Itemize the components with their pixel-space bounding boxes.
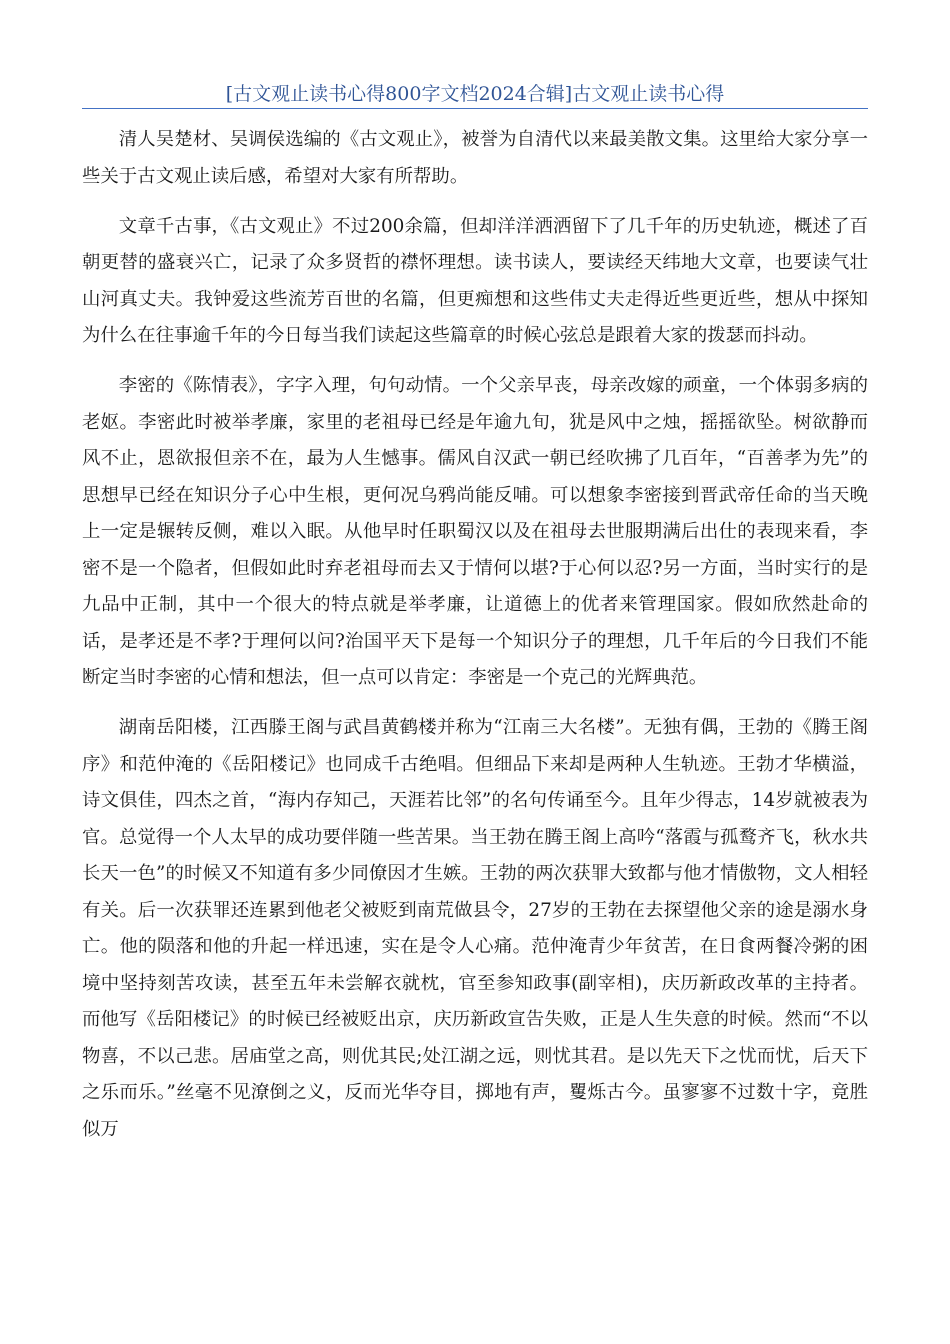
document-body	[82, 122, 868, 1162]
paragraph-intro: 清人吴楚材、吴调侯选编的《古文观止》，被誉为自清代以来最美散文集。这里给大家分享一些关于古文观止读后感，希望对大家有所帮助。	[82, 129, 868, 187]
paragraph-li-mi: 李密的《陈情表》，字字入理，句句动情。一个父亲早丧，母亲改嫁的顽童，一个体弱多病的老妪。李密此时被举孝廉，家里的老祖母已经是年逾九旬，犹是风中之烛，摇摇欲坠。树欲静而风不止，恩欲报但亲不在，最为人生憾事。儒风自汉武一朝已经吹拂了几百年，“百善孝为先”的思想早已经在知识分子心中生根，更何况乌鸦尚能反哺。可以想象李密接到晋武帝任命的当天晚上一定是辗转反侧，难以入眠。从他早时任职蜀汉以及在祖母去世服期满后出仕的表现来看，李密不是一个隐者，但假如此时弃老祖母而去又于情何以堪?于心何以忍?另一方面，当时实行的是九品中正制，其中一个很大的特点就是举孝廉，让道德上的优者来管理国家。假如欣然赴命的话，是孝还是不孝?于理何以问?治国平天下是每一个知识分子的理想，几千年后的今日我们不能断定当时李密的心情和想法，但一点可以肯定：李密是一个克己的光辉典范。	[82, 375, 868, 688]
paragraph-overview: 文章千古事，《古文观止》不过200余篇，但却洋洋洒洒留下了几千年的历史轨迹，概述了百朝更替的盛衰兴亡，记录了众多贤哲的襟怀理想。读书读人，要读经天纬地大文章，也要读气壮山河真丈夫。我钟爱这些流芳百世的名篇，但更痴想和这些伟丈夫走得近些更近些，想从中探知为什么在往事逾千年的今日每当我们读起这些篇章的时候心弦总是跟着大家的拨瑟而抖动。	[82, 215, 868, 346]
header-divider	[82, 108, 868, 109]
page-header-title: [古文观止读书心得800字文档2024合辑]古文观止读书心得	[225, 83, 725, 105]
paragraph-three-towers: 湖南岳阳楼，江西滕王阁与武昌黄鹤楼并称为“江南三大名楼”。无独有偶，王勃的《腾王阁序》和范仲淹的《岳阳楼记》也同成千古绝唱。但细品下来却是两种人生轨迹。王勃才华横溢，诗文俱佳，四杰之首，“海内存知己，天涯若比邻”的名句传诵至今。且年少得志，14岁就被表为官。总觉得一个人太早的成功要伴随一些苦果。当王勃在腾王阁上高吟“落霞与孤鹜齐飞，秋水共长天一色”的时候又不知道有多少同僚因才生嫉。王勃的两次获罪大致都与他才情傲物，文人相轻有关。后一次获罪还连累到他老父被贬到南荒做县令，27岁的王勃在去探望他父亲的途是溺水身亡。他的陨落和他的升起一样迅速，实在是令人心痛。范仲淹青少年贫苦，在日食两餐冷粥的困境中坚持刻苦攻读，甚至五年未尝解衣就枕，官至参知政事(副宰相)，庆历新政改革的主持者。而他写《岳阳楼记》的时候已经被贬出京，庆历新政宣告失败，正是人生失意的时候。然而“不以物喜，不以己悲。居庙堂之高，则优其民;处江湖之远，则忧其君。是以先天下之忧而忧，后天下之乐而乐。”丝毫不见潦倒之义，反而光华夺目，掷地有声，矍烁古今。虽寥寥不过数十字，竟胜似万	[82, 717, 868, 1140]
